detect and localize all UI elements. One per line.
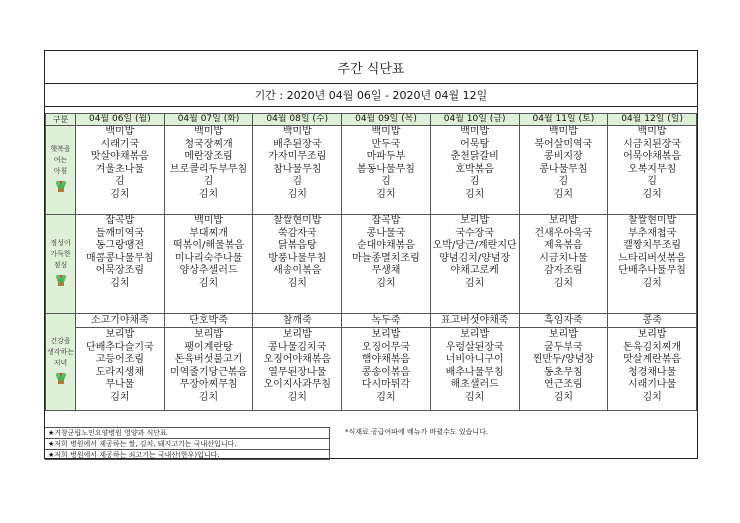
day-header: 04월 12일 (일) — [608, 114, 697, 126]
dish-item: 북어살미역국 — [534, 138, 593, 150]
dish-item: 굴두부국 — [544, 341, 583, 353]
porridge-item: 소고기야채죽 — [76, 314, 164, 328]
meal-label-line: 건강을 — [50, 336, 71, 345]
porridge-item: 흑임자죽 — [520, 314, 608, 328]
lunch-cell — [253, 215, 342, 314]
dish-item: 오복지무침 — [627, 163, 677, 175]
breakfast-cell — [519, 126, 608, 215]
breakfast-cell — [608, 126, 697, 215]
dish-item: 김치 — [376, 277, 396, 289]
dish-item: 야채고로케 — [450, 265, 499, 277]
day-header: 04월 09일 (목) — [342, 114, 431, 126]
lunch-cell — [164, 215, 253, 314]
dish-item: 어묵장조림 — [95, 265, 144, 277]
porridge-item: 콩죽 — [608, 314, 696, 328]
dish-item: 단배추다슬기국 — [86, 341, 154, 353]
breakfast-cell — [430, 126, 519, 215]
dish-item: 동초무침 — [544, 366, 583, 378]
dish-item: 미나리숙주나물 — [174, 252, 243, 264]
dish-item: 시래기국 — [100, 138, 140, 150]
dish-item: 보리밥 — [548, 329, 578, 340]
lunch-row — [46, 215, 697, 314]
lunch-cell — [519, 215, 608, 314]
dish-item: 어묵탕 — [460, 138, 490, 150]
dish-item: 김 — [292, 176, 303, 188]
dish-item: 배추나물무침 — [445, 366, 504, 378]
dish-item: 보리밥 — [371, 329, 401, 340]
dish-item: 제육볶음 — [544, 240, 583, 252]
dish-item: 백미밥 — [282, 126, 312, 137]
dish-item: 김치 — [553, 277, 574, 289]
dish-item: 김치 — [465, 277, 485, 289]
dish-item: 춘천닭갈비 — [450, 151, 499, 163]
dish-item: 오박/당근/계란지단 — [432, 240, 517, 252]
dish-item: 보리밥 — [105, 329, 135, 340]
dish-item: 찰쌀현미밥 — [627, 215, 677, 226]
dish-item: 돈육김치찌개 — [623, 341, 682, 353]
dish-item: 양념김치/양념장 — [439, 252, 511, 264]
dish-item: 고등어조림 — [95, 354, 144, 366]
dish-item: 햄야채볶음 — [361, 354, 411, 366]
dish-item: 도라지생채 — [95, 366, 144, 378]
dish-item: 김치 — [553, 188, 574, 200]
page-title: 주간 식단표 — [45, 51, 697, 84]
breakfast-cell — [164, 126, 253, 215]
dish-item: 우렁살된장국 — [445, 341, 504, 353]
dish-item: 보리밥 — [637, 329, 667, 340]
dish-item: 시금치나물 — [539, 252, 588, 264]
dish-item: 건새우아욱국 — [534, 227, 593, 239]
dish-item: 방풍나물무침 — [268, 252, 327, 264]
dinner-cell — [430, 314, 519, 411]
dish-item: 브로콜리두부무침 — [169, 163, 248, 175]
dish-item: 백미밥 — [105, 126, 135, 137]
dinner-cell — [253, 314, 342, 411]
dish-item: 콩나물국 — [366, 227, 406, 239]
dish-item: 어묵야채볶음 — [623, 151, 682, 163]
dish-item: 오징어야채볶음 — [263, 354, 332, 366]
dish-item: 김 — [115, 176, 125, 188]
dish-item: 김치 — [642, 391, 662, 403]
lunch-cell — [608, 215, 697, 314]
dinner-cell — [519, 314, 608, 411]
dish-item: 무나물 — [105, 379, 135, 391]
dish-item: 김치 — [465, 188, 485, 200]
dinner-cell — [608, 314, 697, 411]
dish-item: 백미밥 — [460, 126, 490, 137]
dinner-cell — [342, 314, 431, 411]
menu-frame — [44, 50, 698, 459]
meal-label-line: 점심 — [53, 260, 68, 269]
plant-icon — [54, 273, 68, 291]
dish-item: 보리밥 — [460, 329, 490, 340]
dish-item: 백미밥 — [637, 126, 667, 137]
dish-item: 무생채 — [371, 265, 401, 277]
dish-item: 콩송이볶음 — [361, 366, 411, 378]
note-line: ★저희 병원에서 제공하는 쇠고기는 국내산(한우)입니다. — [45, 449, 330, 460]
dish-item: 백미밥 — [194, 215, 224, 226]
dish-item: 부추재첩국 — [627, 227, 677, 239]
dish-item: 김치 — [287, 391, 307, 403]
dish-item: 동그랑땡전 — [95, 240, 144, 252]
dish-item: 보리밥 — [194, 329, 224, 340]
dish-item: 감자조림 — [544, 265, 583, 277]
lunch-cell — [430, 215, 519, 314]
dish-item: 보리밥 — [548, 215, 578, 226]
dish-item: 국수장국 — [455, 227, 494, 239]
lunch-cell — [76, 215, 165, 314]
day-header: 04월 07일 (화) — [164, 114, 253, 126]
header-corner: 구분 — [46, 114, 76, 126]
dish-item: 김치 — [642, 188, 662, 200]
dish-item: 콩나물무침 — [539, 163, 588, 175]
dish-item: 부대찌개 — [189, 227, 228, 239]
dish-item: 돈육버섯불고기 — [174, 354, 243, 366]
dish-item: 맛살야채볶음 — [90, 151, 149, 163]
dish-item: 김 — [469, 176, 480, 188]
dish-item: 팽이계란탕 — [184, 341, 233, 353]
dish-item: 미역줄기당근볶음 — [169, 366, 248, 378]
dish-item: 무장아찌무침 — [179, 379, 238, 391]
dish-item: 김 — [203, 176, 214, 188]
dish-item: 잡곡밥 — [105, 215, 135, 226]
porridge-item: 표고버섯야채죽 — [431, 314, 519, 328]
dish-item: 잡곡밥 — [371, 215, 401, 226]
dish-item: 해초샐러드 — [450, 379, 499, 391]
dish-item: 찰쌀현미밥 — [273, 215, 322, 226]
dish-item: 김치 — [287, 188, 307, 200]
dish-item: 김치 — [110, 188, 130, 200]
dish-item: 김치 — [110, 277, 130, 289]
dish-item: 떡볶이/해물볶음 — [173, 240, 245, 252]
dish-item: 배추된장국 — [273, 138, 322, 150]
dish-item: 새송이볶음 — [273, 265, 322, 277]
dish-item: 김 — [381, 176, 391, 188]
dish-item: 보리밥 — [460, 215, 490, 226]
dish-item: 백미밥 — [371, 126, 401, 137]
breakfast-cell — [342, 126, 431, 215]
dish-item: 가자미무조림 — [268, 151, 327, 163]
dish-item: 마늘종멸치조림 — [352, 252, 420, 264]
dish-item: 보리밥 — [282, 329, 312, 340]
dish-item: 참나물무침 — [273, 163, 322, 175]
dish-item: 김치 — [198, 277, 219, 289]
dish-item: 들깨미역국 — [95, 227, 144, 239]
dish-item: 연근조림 — [544, 379, 583, 391]
dish-item: 양상추샐러드 — [179, 265, 238, 277]
dish-item: 김치 — [376, 188, 396, 200]
dish-item: 김치 — [110, 391, 130, 403]
dish-item: 호박볶음 — [455, 163, 494, 175]
dish-item: 쑥감자국 — [277, 227, 317, 239]
porridge-item: 단호박죽 — [165, 314, 253, 328]
dinner-cell — [164, 314, 253, 411]
day-header: 04월 11일 (토) — [519, 114, 608, 126]
dinner-label — [46, 314, 76, 411]
lunch-label — [46, 215, 76, 314]
breakfast-label — [46, 126, 76, 215]
meal-label-line: 여는 — [53, 155, 68, 164]
dish-item: 매콤콩나물무침 — [86, 252, 154, 264]
dish-item: 시래기나물 — [627, 379, 677, 391]
dish-item: 너비아니구이 — [445, 354, 504, 366]
dinner-row — [46, 314, 697, 411]
meal-label-line: 저녁 — [53, 358, 68, 367]
dish-item: 오징어무국 — [361, 341, 411, 353]
dish-item: 봄동나물무침 — [356, 163, 415, 175]
day-header: 04월 06일 (월) — [76, 114, 165, 126]
dish-item: 김치 — [198, 188, 219, 200]
meal-label-line: 생각하는 — [46, 347, 75, 356]
dish-item: 겨울초나물 — [95, 163, 144, 175]
dish-item: 단배추나물무침 — [618, 265, 686, 277]
dish-item: 김치 — [287, 277, 307, 289]
dish-item: 콩비지장 — [544, 151, 583, 163]
dish-item: 만두국 — [371, 138, 401, 150]
dish-item: 김치 — [198, 391, 219, 403]
header-row — [46, 114, 697, 126]
dish-item: 오이지사과무침 — [263, 379, 332, 391]
dish-item: 느타리버섯볶음 — [618, 252, 686, 264]
dish-item: 메란장조림 — [184, 151, 233, 163]
plant-icon — [54, 179, 68, 197]
breakfast-cell — [76, 126, 165, 215]
dish-item: 맛살계란볶음 — [623, 354, 682, 366]
note-line: ★저희 병원에서 제공하는 쌀, 김치, 돼지고기는 국내산입니다. — [45, 438, 330, 449]
porridge-item: 참깨죽 — [253, 314, 341, 328]
dish-item: 김치 — [553, 391, 574, 403]
dish-item: 마파두부 — [366, 151, 406, 163]
breakfast-row — [46, 126, 697, 215]
porridge-item: 녹두죽 — [342, 314, 430, 328]
day-header: 04월 10일 (금) — [430, 114, 519, 126]
dish-item: 찐만두/양념장 — [532, 354, 595, 366]
meal-label-line: 아침 — [53, 166, 68, 175]
day-header: 04월 08일 (수) — [253, 114, 342, 126]
dish-item: 청경채나물 — [627, 366, 677, 378]
dish-item: 백미밥 — [548, 126, 578, 137]
dinner-cell — [76, 314, 165, 411]
period-text: 기간 : 2020년 04월 06일 - 2020년 04월 12일 — [45, 83, 697, 107]
menu-table — [45, 113, 697, 411]
dish-item: 청국장찌개 — [184, 138, 233, 150]
dish-item: 순대야채볶음 — [356, 240, 415, 252]
dish-item: 닭볶음탕 — [277, 240, 317, 252]
meal-label-line: 햇복을 — [50, 144, 71, 153]
dish-item: 캘짱치무조림 — [623, 240, 682, 252]
side-note: *식재료 공급여파에 메뉴가 바뀔수도 있습니다. — [345, 428, 489, 436]
dish-item: 김치 — [465, 391, 485, 403]
breakfast-cell — [253, 126, 342, 215]
dish-item: 다시마튀각 — [361, 379, 411, 391]
meal-label-line: 정성이 — [50, 238, 71, 247]
dish-item: 백미밥 — [194, 126, 224, 137]
note-line: ★거창군립노인요양병원 영양과 식단표 — [45, 427, 330, 438]
dish-item: 김치 — [376, 391, 396, 403]
plant-icon — [54, 371, 68, 389]
dish-item: 김치 — [642, 277, 662, 289]
dish-item: 시금치된장국 — [623, 138, 682, 150]
dish-item: 열무된장나물 — [268, 366, 327, 378]
dish-item: 김 — [558, 176, 569, 188]
dish-item: 김 — [647, 176, 657, 188]
lunch-cell — [342, 215, 431, 314]
dish-item: 콩나물김치국 — [268, 341, 327, 353]
meal-label-line: 가득한 — [50, 249, 71, 258]
